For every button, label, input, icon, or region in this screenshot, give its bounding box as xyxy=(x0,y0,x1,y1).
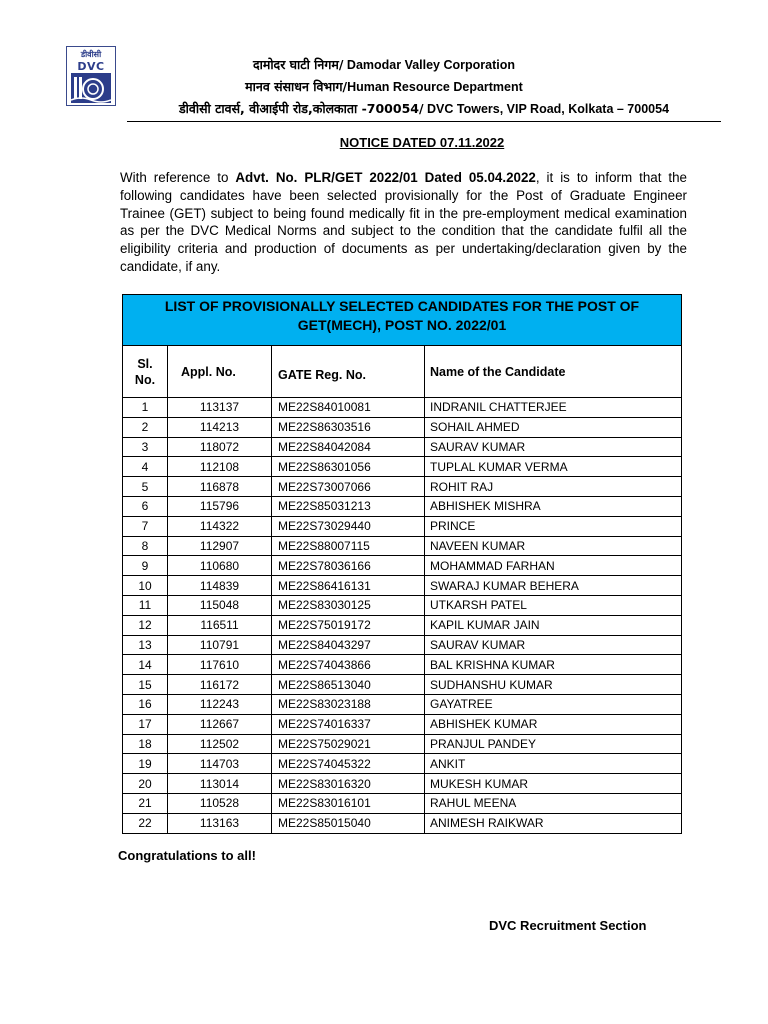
paragraph-rest: , it is to inform that the following candidates have been selected provisionally for the Post of Graduate Engineer Trainee (GET) subject to being found medically fit in the pre-employment medical examination as per the DVC Medical Norms and subject to the condition that the candidate fulfil all the eligibility criteria and production of documents as per undertaking/declaration given by the candidate, if any. xyxy=(120,170,688,274)
cell-candidate-name: ANKIT xyxy=(425,754,682,774)
cell-candidate-name: TUPLAL KUMAR VERMA xyxy=(425,457,682,477)
cell-sl: 6 xyxy=(123,496,168,516)
table-row xyxy=(123,675,682,695)
table-row xyxy=(123,813,682,833)
table-row xyxy=(123,417,682,437)
cell-gate-reg: ME22S84010081 xyxy=(272,398,425,418)
address-english: DVC Towers, VIP Road, Kolkata – 700054 xyxy=(423,102,670,116)
cell-candidate-name: PRANJUL PANDEY xyxy=(425,734,682,754)
cell-appl-no: 116511 xyxy=(168,615,272,635)
cell-appl-no: 117610 xyxy=(168,655,272,675)
cell-sl: 22 xyxy=(123,813,168,833)
table-row xyxy=(123,793,682,813)
cell-gate-reg: ME22S84042084 xyxy=(272,437,425,457)
org-name-english: Damodar Valley Corporation xyxy=(343,58,516,72)
cell-sl: 21 xyxy=(123,793,168,813)
header-divider xyxy=(127,121,721,122)
table-header-row xyxy=(123,346,682,398)
cell-sl: 12 xyxy=(123,615,168,635)
logo-dvc-text: DVC xyxy=(77,60,105,73)
cell-appl-no: 110680 xyxy=(168,556,272,576)
cell-gate-reg: ME22S73029440 xyxy=(272,516,425,536)
cell-gate-reg: ME22S86416131 xyxy=(272,576,425,596)
cell-candidate-name: KAPIL KUMAR JAIN xyxy=(425,615,682,635)
cell-gate-reg: ME22S78036166 xyxy=(272,556,425,576)
dept-name-english: Human Resource Department xyxy=(347,80,523,94)
cell-candidate-name: MOHAMMAD FARHAN xyxy=(425,556,682,576)
cell-appl-no: 116878 xyxy=(168,477,272,497)
table-row xyxy=(123,437,682,457)
congratulations-text: Congratulations to all! xyxy=(118,848,256,863)
col-header-gate: GATE Reg. No. xyxy=(272,346,425,398)
header-line-dept xyxy=(0,78,768,95)
table-row xyxy=(123,536,682,556)
cell-gate-reg: ME22S83023188 xyxy=(272,694,425,714)
cell-candidate-name: INDRANIL CHATTERJEE xyxy=(425,398,682,418)
table-row xyxy=(123,595,682,615)
table-row xyxy=(123,556,682,576)
cell-candidate-name: NAVEEN KUMAR xyxy=(425,536,682,556)
cell-sl: 15 xyxy=(123,675,168,695)
cell-gate-reg: ME22S86513040 xyxy=(272,675,425,695)
cell-sl: 10 xyxy=(123,576,168,596)
table-row xyxy=(123,754,682,774)
cell-gate-reg: ME22S86303516 xyxy=(272,417,425,437)
table-banner xyxy=(123,295,682,346)
cell-appl-no: 113137 xyxy=(168,398,272,418)
cell-appl-no: 115048 xyxy=(168,595,272,615)
cell-gate-reg: ME22S86301056 xyxy=(272,457,425,477)
cell-candidate-name: ROHIT RAJ xyxy=(425,477,682,497)
cell-sl: 13 xyxy=(123,635,168,655)
cell-appl-no: 118072 xyxy=(168,437,272,457)
table-row xyxy=(123,615,682,635)
cell-candidate-name: PRINCE xyxy=(425,516,682,536)
col-header-sl xyxy=(123,346,168,398)
cell-sl: 19 xyxy=(123,754,168,774)
cell-sl: 3 xyxy=(123,437,168,457)
cell-sl: 9 xyxy=(123,556,168,576)
cell-gate-reg: ME22S74043866 xyxy=(272,655,425,675)
table-row xyxy=(123,457,682,477)
cell-appl-no: 112667 xyxy=(168,714,272,734)
cell-candidate-name: ANIMESH RAIKWAR xyxy=(425,813,682,833)
col-header-name: Name of the Candidate xyxy=(425,346,682,398)
cell-gate-reg: ME22S75019172 xyxy=(272,615,425,635)
table-row xyxy=(123,714,682,734)
table-row xyxy=(123,655,682,675)
col-header-appl: Appl. No. xyxy=(168,346,272,398)
cell-gate-reg: ME22S84043297 xyxy=(272,635,425,655)
cell-sl: 17 xyxy=(123,714,168,734)
cell-gate-reg: ME22S85015040 xyxy=(272,813,425,833)
cell-sl: 18 xyxy=(123,734,168,754)
table-row xyxy=(123,774,682,794)
cell-gate-reg: ME22S75029021 xyxy=(272,734,425,754)
table-row xyxy=(123,477,682,497)
advt-reference: Advt. No. PLR/GET 2022/01 Dated 05.04.2022 xyxy=(235,170,536,185)
cell-sl: 1 xyxy=(123,398,168,418)
cell-candidate-name: SAURAV KUMAR xyxy=(425,437,682,457)
cell-appl-no: 113014 xyxy=(168,774,272,794)
cell-appl-no: 110791 xyxy=(168,635,272,655)
address-hindi: डीवीसी टावर्स, वीआईपी रोड,कोलकाता -700054/ xyxy=(178,101,424,116)
table-row xyxy=(123,496,682,516)
cell-candidate-name: UTKARSH PATEL xyxy=(425,595,682,615)
table-row xyxy=(123,516,682,536)
cell-gate-reg: ME22S74016337 xyxy=(272,714,425,734)
table-body xyxy=(123,398,682,834)
cell-appl-no: 115796 xyxy=(168,496,272,516)
cell-candidate-name: SUDHANSHU KUMAR xyxy=(425,675,682,695)
cell-appl-no: 110528 xyxy=(168,793,272,813)
cell-candidate-name: RAHUL MEENA xyxy=(425,793,682,813)
col-header-sl-line1: Sl. xyxy=(137,356,153,371)
cell-appl-no: 114703 xyxy=(168,754,272,774)
cell-appl-no: 112108 xyxy=(168,457,272,477)
cell-appl-no: 112907 xyxy=(168,536,272,556)
cell-appl-no: 114322 xyxy=(168,516,272,536)
cell-sl: 4 xyxy=(123,457,168,477)
cell-sl: 16 xyxy=(123,694,168,714)
table-row xyxy=(123,734,682,754)
cell-sl: 7 xyxy=(123,516,168,536)
cell-candidate-name: BAL KRISHNA KUMAR xyxy=(425,655,682,675)
cell-sl: 5 xyxy=(123,477,168,497)
cell-candidate-name: GAYATREE xyxy=(425,694,682,714)
cell-sl: 2 xyxy=(123,417,168,437)
cell-appl-no: 116172 xyxy=(168,675,272,695)
notice-title: NOTICE DATED 07.11.2022 xyxy=(339,135,505,150)
banner-line-1: LIST OF PROVISIONALLY SELECTED CANDIDATES FOR THE POST OF xyxy=(164,298,640,314)
dept-name-hindi: मानव संसाधन विभाग/ xyxy=(245,79,348,94)
cell-appl-no: 113163 xyxy=(168,813,272,833)
cell-gate-reg: ME22S83016320 xyxy=(272,774,425,794)
table-row xyxy=(123,398,682,418)
cell-candidate-name: SAURAV KUMAR xyxy=(425,635,682,655)
table-banner-row xyxy=(123,295,682,346)
col-header-sl-line2: No. xyxy=(134,372,156,387)
banner-line-2: GET(MECH), POST NO. 2022/01 xyxy=(297,317,507,333)
cell-appl-no: 112243 xyxy=(168,694,272,714)
cell-candidate-name: MUKESH KUMAR xyxy=(425,774,682,794)
cell-sl: 20 xyxy=(123,774,168,794)
header-line-org xyxy=(0,56,768,73)
cell-gate-reg: ME22S83016101 xyxy=(272,793,425,813)
cell-gate-reg: ME22S88007115 xyxy=(272,536,425,556)
signoff-text: DVC Recruitment Section xyxy=(489,918,647,933)
table-row xyxy=(123,635,682,655)
cell-candidate-name: SWARAJ KUMAR BEHERA xyxy=(425,576,682,596)
cell-candidate-name: ABHISHEK KUMAR xyxy=(425,714,682,734)
cell-appl-no: 114213 xyxy=(168,417,272,437)
cell-candidate-name: SOHAIL AHMED xyxy=(425,417,682,437)
header-line-address xyxy=(40,100,768,117)
table-row xyxy=(123,576,682,596)
cell-sl: 11 xyxy=(123,595,168,615)
table-row xyxy=(123,694,682,714)
cell-sl: 14 xyxy=(123,655,168,675)
cell-gate-reg: ME22S74045322 xyxy=(272,754,425,774)
candidates-table xyxy=(122,294,682,834)
cell-gate-reg: ME22S83030125 xyxy=(272,595,425,615)
cell-appl-no: 114839 xyxy=(168,576,272,596)
cell-sl: 8 xyxy=(123,536,168,556)
org-name-hindi: दामोदर घाटी निगम/ xyxy=(252,57,344,72)
dvc-logo xyxy=(66,46,116,106)
notice-paragraph xyxy=(120,169,687,276)
logo-hindi-text: डीवीसी xyxy=(80,50,102,59)
cell-gate-reg: ME22S85031213 xyxy=(272,496,425,516)
cell-gate-reg: ME22S73007066 xyxy=(272,477,425,497)
paragraph-intro: With reference to xyxy=(120,170,236,185)
cell-candidate-name: ABHISHEK MISHRA xyxy=(425,496,682,516)
cell-appl-no: 112502 xyxy=(168,734,272,754)
